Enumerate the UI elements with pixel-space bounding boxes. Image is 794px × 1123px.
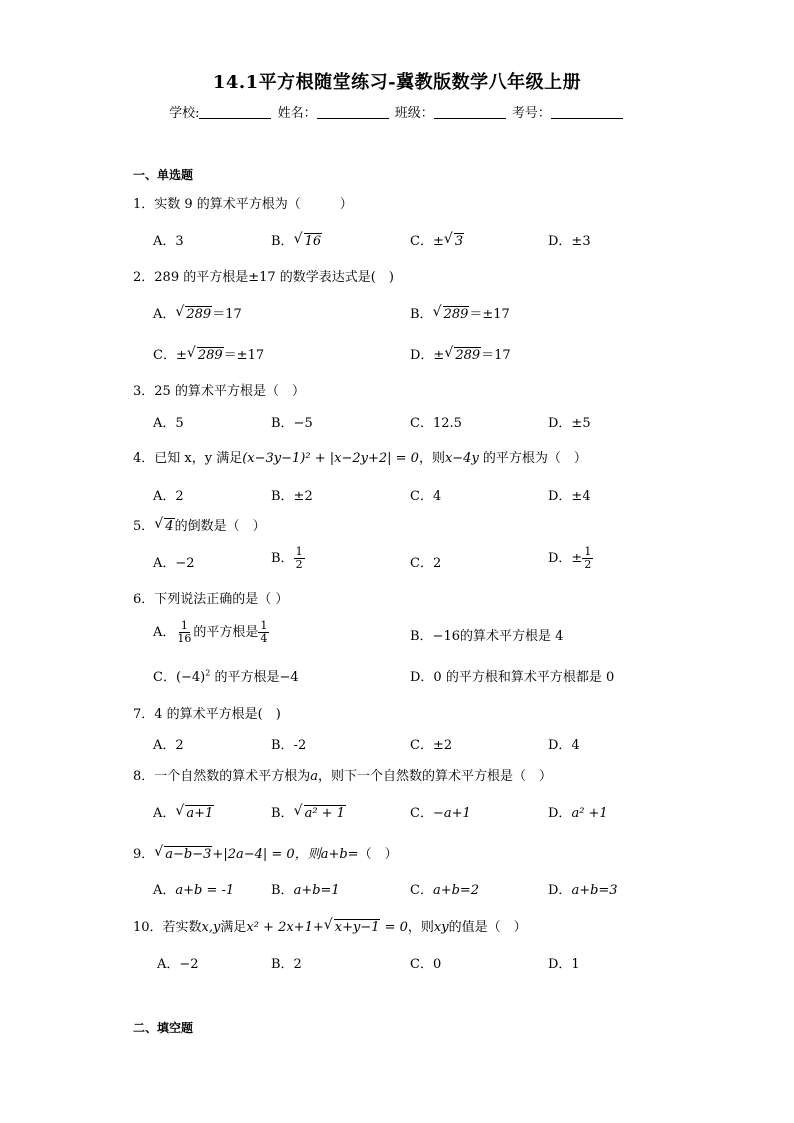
q7-option-a[interactable]: A．2: [153, 738, 184, 753]
q1-option-d[interactable]: D．±3: [548, 234, 591, 249]
question-4: 4．已知 x，y 满足(x−3y−1)² + |x−2y+2| = 0，则x−4y 的平方根为（ ）: [133, 451, 587, 466]
q2-option-d[interactable]: D．±√ 289＝17: [410, 344, 511, 363]
q5-option-a[interactable]: A．−2: [153, 556, 195, 571]
q9-option-b[interactable]: B．a+b=1: [271, 883, 340, 898]
q7-option-d[interactable]: D．4: [548, 738, 580, 753]
q3-option-a[interactable]: A．5: [153, 416, 184, 431]
page-title: 14.1平方根随堂练习-冀教版数学八年级上册: [212, 72, 582, 93]
exam-label: 考号：: [511, 106, 551, 121]
question-3: 3．25 的算术平方根是（ ）: [133, 384, 305, 399]
q10-option-d[interactable]: D．1: [548, 957, 580, 972]
q7-option-c[interactable]: C．±2: [410, 738, 453, 753]
q5-option-c[interactable]: C．2: [410, 556, 442, 571]
question-2: 2．289 的平方根是±17 的数学表达式是( ): [133, 270, 394, 285]
q8-option-d[interactable]: D．a² +1: [548, 806, 608, 821]
q8-option-a[interactable]: A．√ a+1: [153, 802, 214, 821]
name-label: 姓名：: [277, 106, 317, 121]
student-info-line: [0, 102, 794, 121]
q6-option-d[interactable]: D．0 的平方根和算术平方根都是 0: [410, 670, 615, 685]
section-single-choice: 一、单选题: [133, 168, 194, 182]
class-field[interactable]: [434, 106, 506, 119]
class-label: 班级：: [394, 106, 434, 121]
q8-option-c[interactable]: C．−a+1: [410, 806, 471, 821]
exam-field[interactable]: [551, 106, 623, 119]
question-5: 5．√ 4的倒数是（ ）: [133, 515, 266, 534]
q7-option-b[interactable]: B．-2: [271, 738, 307, 753]
q9-option-d[interactable]: D．a+b=3: [548, 883, 618, 898]
q10-option-b[interactable]: B．2: [271, 957, 302, 972]
question-9: 9．√ a−b−3+|2a−4| = 0，则a+b=（ ）: [133, 843, 398, 862]
school-field[interactable]: [199, 106, 271, 119]
q8-option-b[interactable]: B．√ a² + 1: [271, 802, 346, 821]
q9-option-a[interactable]: A．a+b = -1: [153, 883, 235, 898]
q4-option-b[interactable]: B．±2: [271, 489, 313, 504]
q2-option-c[interactable]: C．±√ 289＝±17: [153, 344, 264, 363]
q4-option-c[interactable]: C．4: [410, 489, 442, 504]
q4-option-a[interactable]: A．2: [153, 489, 184, 504]
q6-option-b[interactable]: B．−16的算术平方根是 4: [410, 629, 564, 644]
name-field[interactable]: [317, 106, 389, 119]
q4-option-d[interactable]: D．±4: [548, 489, 591, 504]
school-label: 学校:: [169, 106, 200, 121]
question-1: 1．实数 9 的算术平方根为（ ）: [133, 197, 353, 212]
q1-option-c[interactable]: C．±√ 3: [410, 230, 464, 249]
q9-option-c[interactable]: C．a+b=2: [410, 883, 480, 898]
q3-option-d[interactable]: D．±5: [548, 416, 591, 431]
q2-option-a[interactable]: A．√ 289＝17: [153, 303, 242, 322]
q3-option-b[interactable]: B．−5: [271, 416, 313, 431]
q10-option-a[interactable]: A．−2: [157, 957, 199, 972]
q10-option-c[interactable]: C．0: [410, 957, 442, 972]
q5-option-d[interactable]: D．± $\frac{1}{2}$: [548, 545, 592, 571]
q6-option-c[interactable]: C．$(-4)^2$ 的平方根是−4: [153, 668, 299, 685]
q1-option-b[interactable]: B．√ 16: [271, 230, 322, 249]
section-fill-blank: 二、填空题: [133, 1021, 194, 1035]
q5-option-b[interactable]: B． $\frac{1}{2}$: [271, 545, 303, 571]
q6-option-a[interactable]: A． $\frac{1}{16}$ 的平方根是 $\frac{1}{4}$: [153, 619, 268, 645]
q3-option-c[interactable]: C．12.5: [410, 416, 462, 431]
question-7: 7．4 的算术平方根是( ): [133, 707, 281, 722]
question-6: 6．下列说法正确的是（ ）: [133, 592, 289, 607]
q1-option-a[interactable]: A．3: [153, 234, 184, 249]
q2-option-b[interactable]: B．√ 289＝±17: [410, 303, 510, 322]
question-10: 10．若实数x,y满足x² + 2x+1+√ x+y−1 = 0，则xy的值是（ ）: [133, 916, 527, 935]
question-8: 8．一个自然数的算术平方根为a，则下一个自然数的算术平方根是（ ）: [133, 769, 553, 784]
